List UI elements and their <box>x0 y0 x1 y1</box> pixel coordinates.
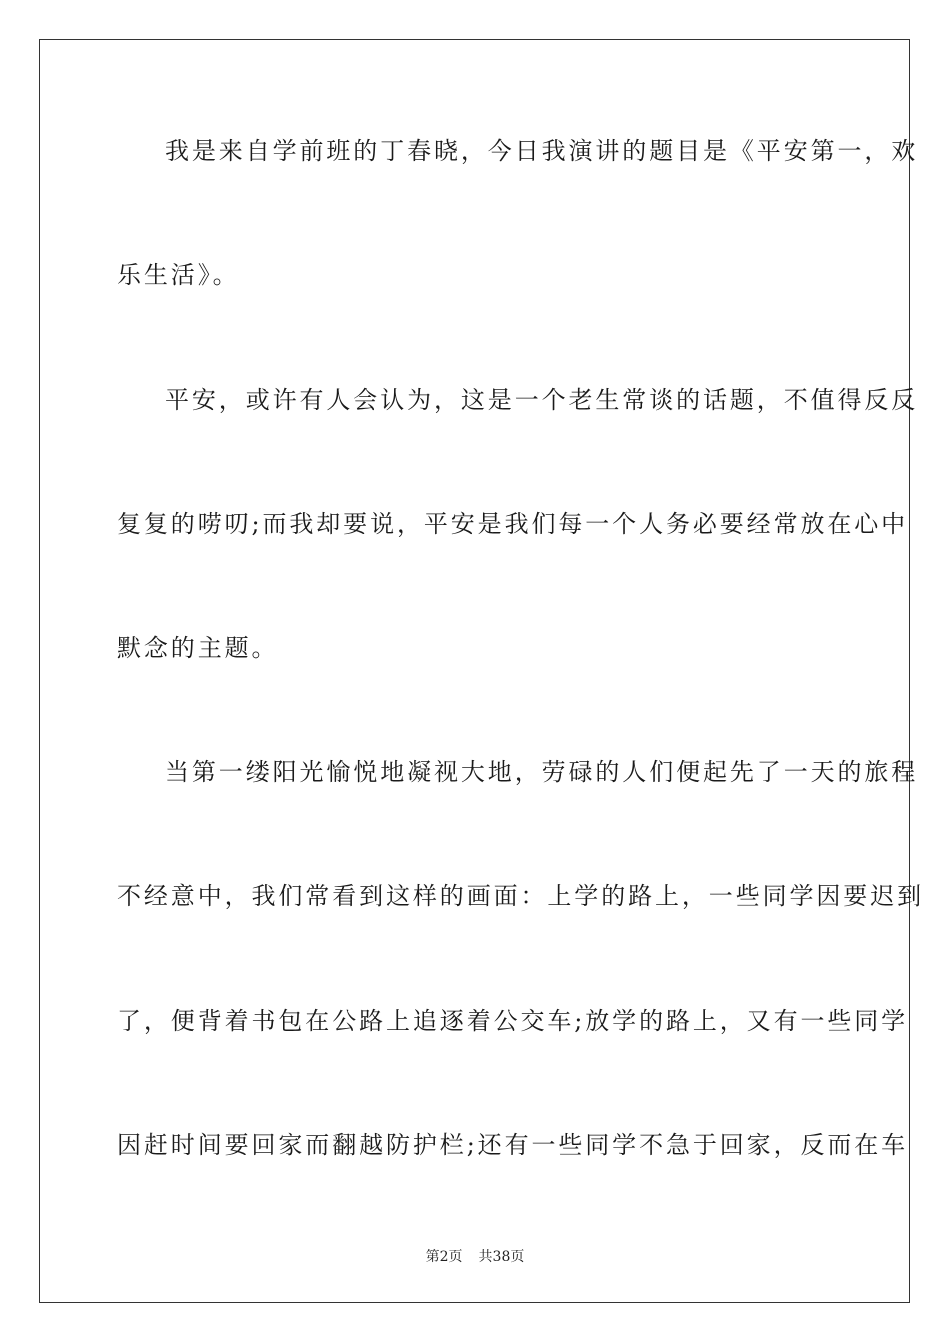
paragraph-line: 我是来自学前班的丁春晓，今日我演讲的题目是《平安第一，欢 <box>165 137 919 165</box>
page-footer <box>0 1248 950 1266</box>
paragraph-line: 平安，或许有人会认为，这是一个老生常谈的话题，不值得反反 <box>165 386 919 414</box>
paragraph-line: 因赶时间要回家而翻越防护栏;还有一些同学不急于回家，反而在车 <box>117 1131 909 1159</box>
page-frame <box>39 39 924 1303</box>
page-total: 共38页 <box>478 1249 525 1265</box>
paragraph-line: 了，便背着书包在公路上追逐着公交车;放学的路上，又有一些同学 <box>117 1007 909 1035</box>
paragraph-line: 乐生活》。 <box>117 261 240 289</box>
paragraph-line: 复复的唠叨;而我却要说，平安是我们每一个人务必要经常放在心中 <box>117 510 909 538</box>
paragraph-line: 默念的主题。 <box>117 634 279 662</box>
paragraph-line: 当第一缕阳光愉悦地凝视大地，劳碌的人们便起先了一天的旅程 <box>165 758 919 786</box>
page-number: 第2页 <box>425 1249 463 1265</box>
paragraph-line: 不经意中，我们常看到这样的画面：上学的路上，一些同学因要迟到 <box>117 882 924 910</box>
